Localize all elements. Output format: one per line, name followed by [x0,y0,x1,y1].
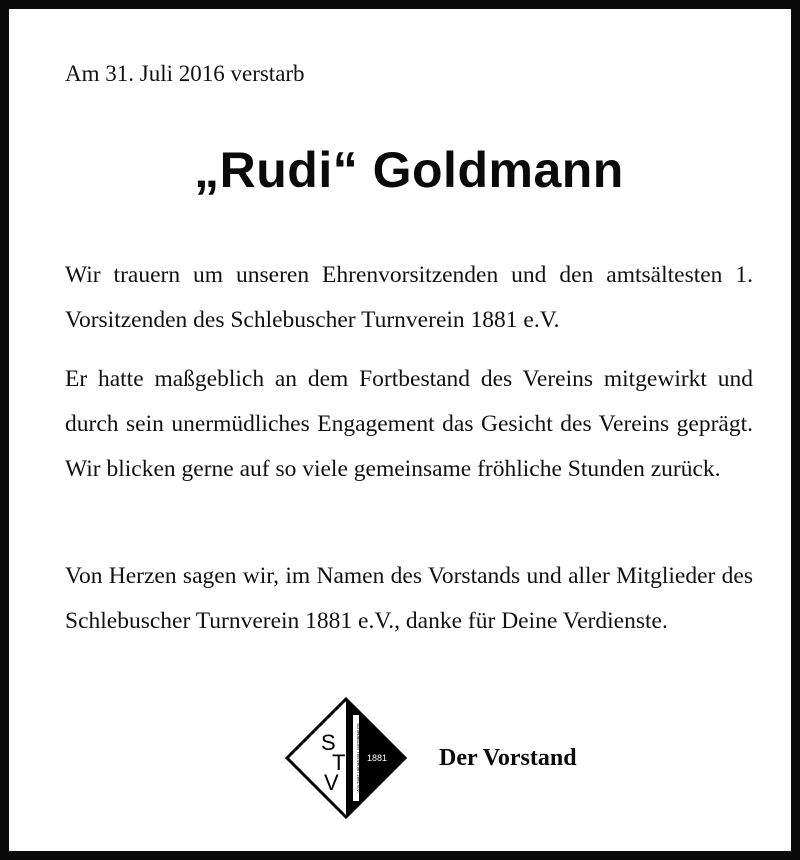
paragraph-merits: Er hatte maßgeblich an dem Fortbestand des Vereins mitgewirkt und durch sein unermüdliches Engagement das Gesicht des Vereins geprägt. Wir blicken gerne auf so viele gemeinsame fröhliche Stunden zurück. [65,366,753,482]
logo-year: 1881 [367,753,388,763]
deceased-name: „Rudi“ Goldmann [194,142,624,198]
paragraph-thanks: Von Herzen sagen wir, im Namen des Vorstands und aller Mitglieder des Schlebuscher Turnverein 1881 e.V., danke für Deine Verdienste. [65,563,753,634]
signature: Der Vorstand [439,745,577,771]
logo-letter-s: S [321,730,336,755]
logo-letter-v: V [324,770,339,795]
logo-letter-t: T [332,750,346,775]
stv-club-logo [285,697,407,819]
intro-line: Am 31. Juli 2016 verstarb [65,61,305,86]
logo-side-text: Schlebuscher Turnverein 1881 e.V. [356,723,361,793]
paragraph-mourning: Wir trauern um unseren Ehrenvorsitzenden und den amtsältesten 1. Vorsitzenden des Schlebuscher Turnverein 1881 e.V. [65,262,753,333]
